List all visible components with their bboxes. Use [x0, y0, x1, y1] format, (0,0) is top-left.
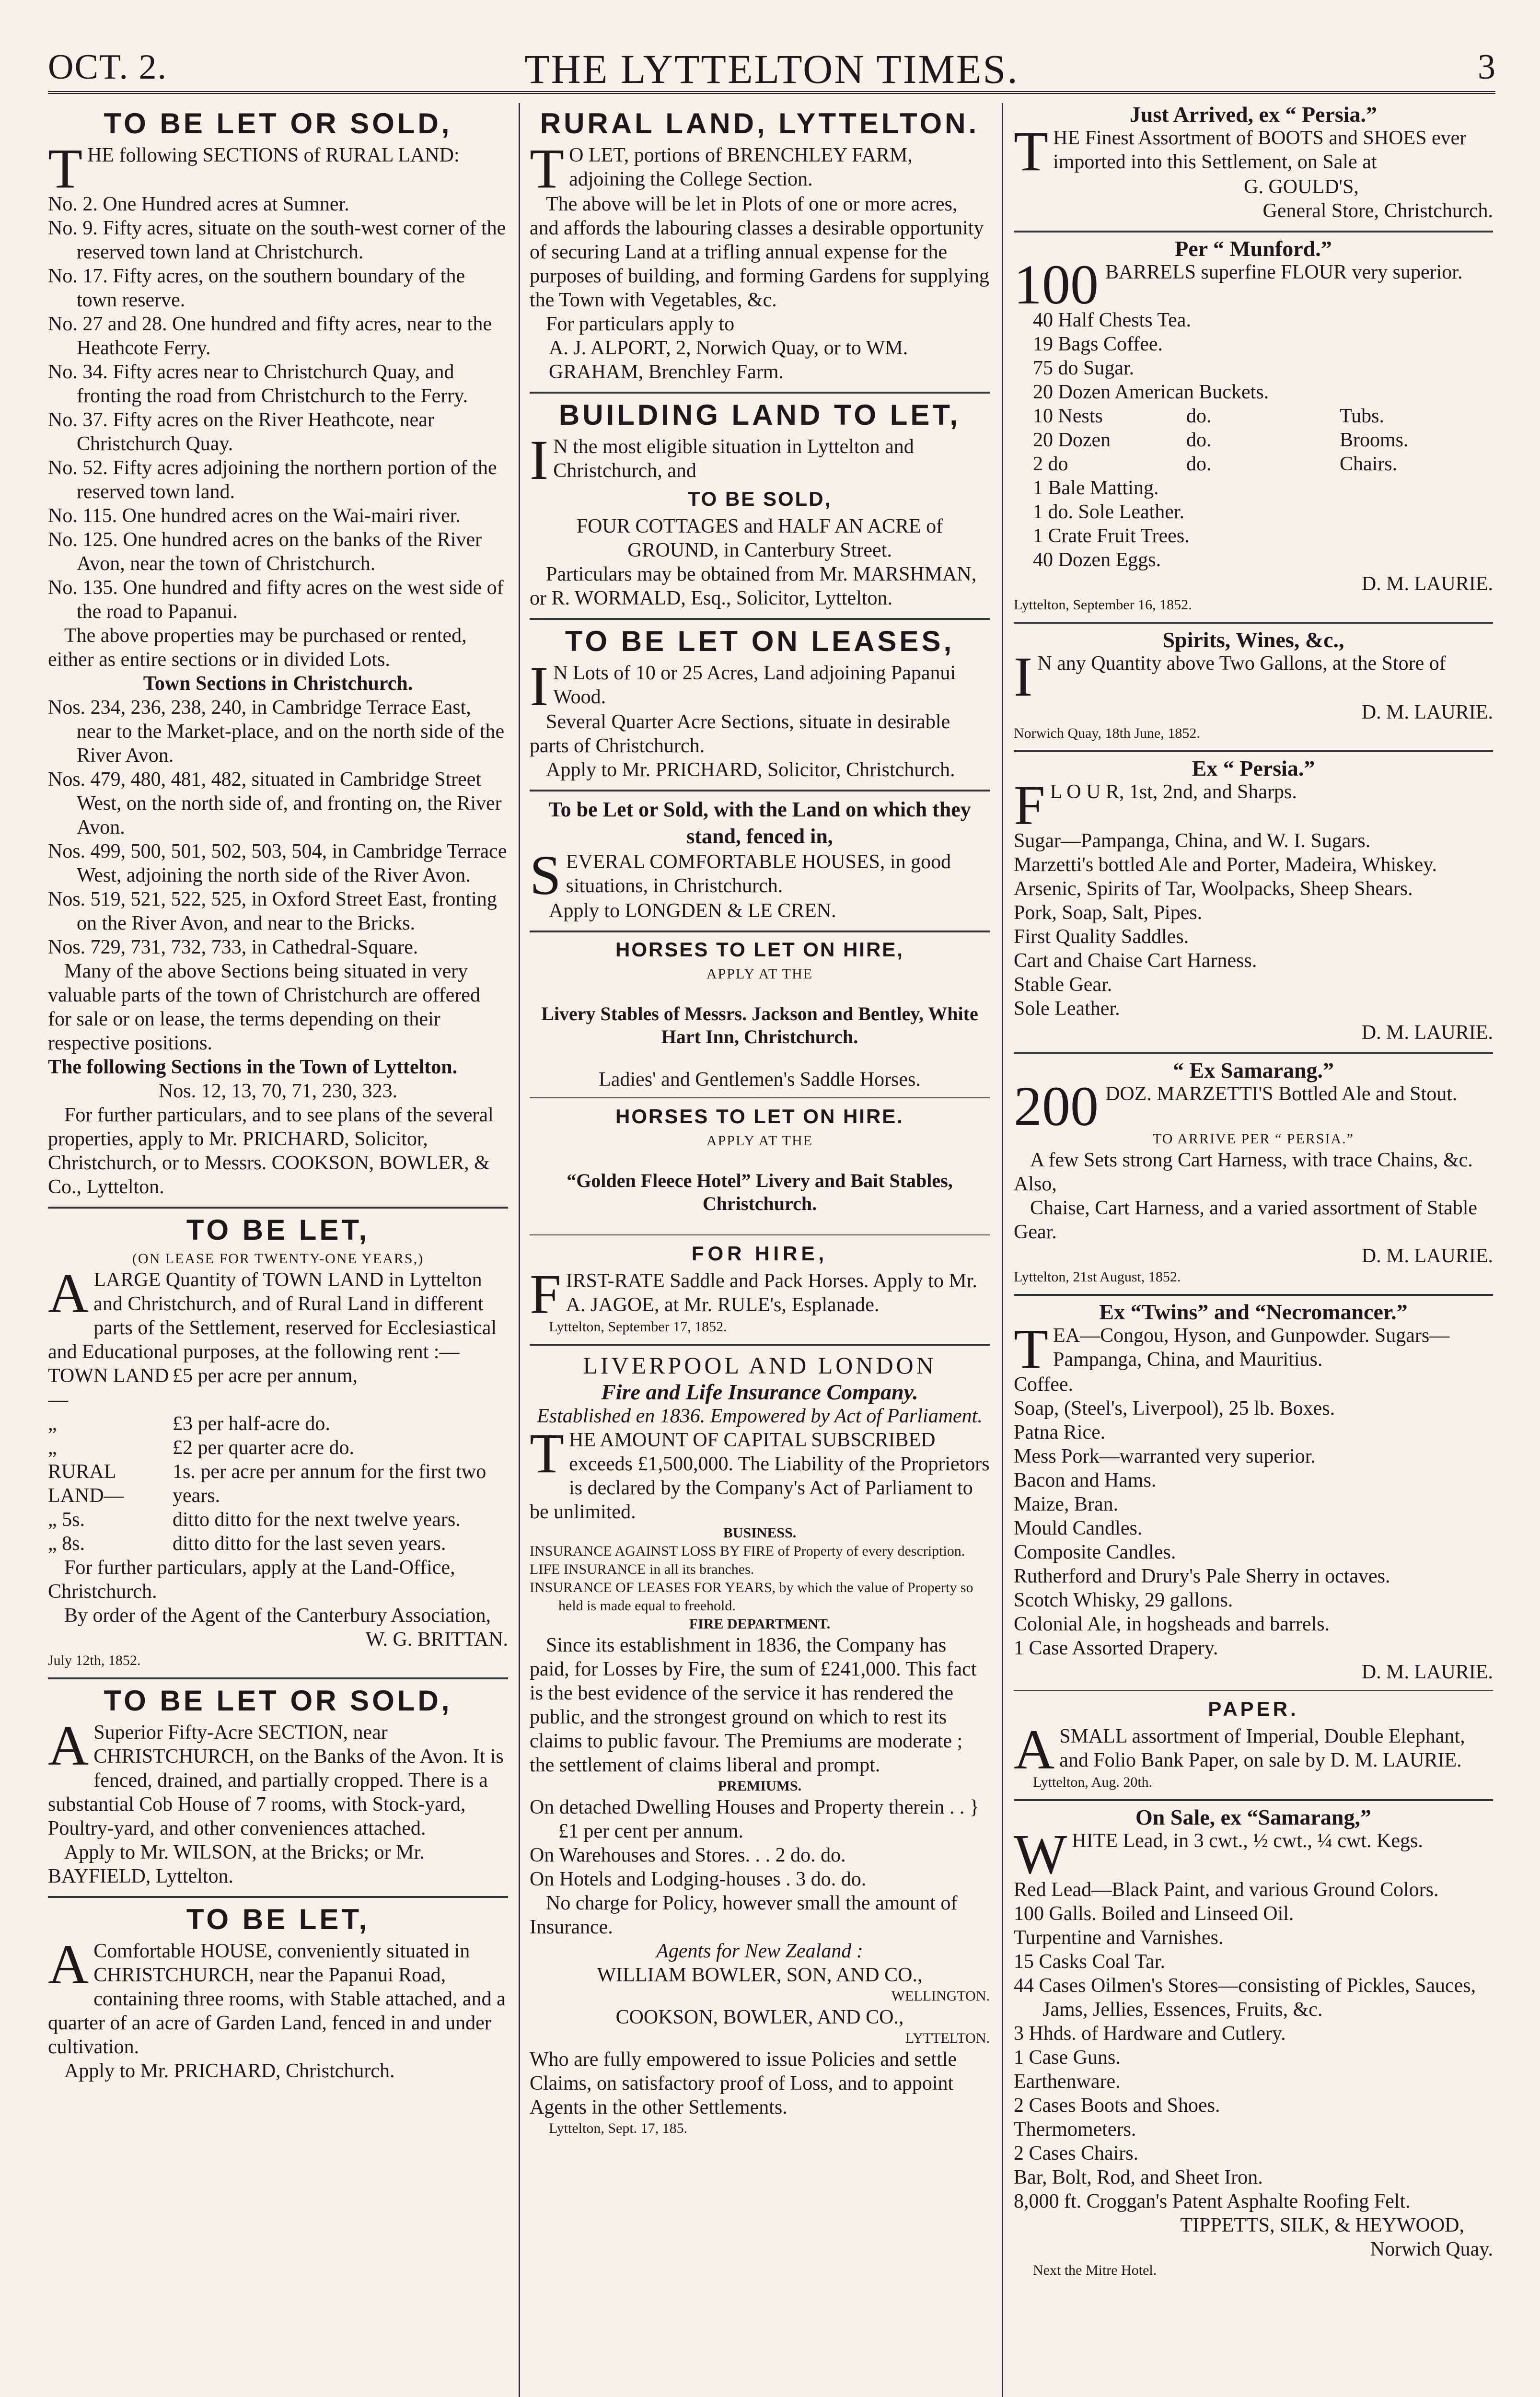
drop-cap: W [1014, 1823, 1067, 1885]
goods-row [1014, 332, 1493, 356]
list-item: Colonial Ale, in hogsheads and barrels. [1014, 1613, 1330, 1635]
ad-paragraph [530, 1422, 990, 1524]
list-item: 1 Case Guns. [1014, 2047, 1121, 2069]
goods-row [1014, 404, 1493, 428]
ad-paragraph: Who are fully empowered to issue Policies and settle Claims, on satisfactory proof of Loss, and to appoint Agents in the other Settlements. [530, 2048, 957, 2118]
ad-date: Lyttelton, 21st August, 1852. [1014, 1269, 1181, 1285]
list-item: Red Lead—Black Paint, and various Ground Colors. [1014, 1879, 1439, 1901]
ad-paragraph [1014, 1317, 1493, 1380]
ad-established: Established en 1836. Empowered by Act of Parliament. [537, 1405, 983, 1427]
goods-cell: 1 Bale Matting. [1033, 477, 1159, 499]
goods-cell [1309, 356, 1401, 380]
ad-heading: Ex “Twins” and “Necromancer.” [1099, 1300, 1408, 1324]
ad-subheading: TO BE SOLD, [687, 488, 832, 510]
list-item: On Warehouses and Stores. . . 2 do. do. [530, 1844, 846, 1866]
ad-heading: TO BE LET, [186, 1903, 370, 1935]
ad-paragraph [48, 1933, 508, 2059]
ad-separator [1014, 231, 1493, 233]
list-item: Coffee. [1014, 1373, 1074, 1396]
goods-cell [1309, 548, 1401, 572]
ad-signature: Norwich Quay. [1370, 2238, 1493, 2260]
drop-cap: A [48, 1933, 89, 1996]
subheading: The following Sections in the Town of Lyttelton. [48, 1056, 458, 1078]
ad-separator [48, 1207, 508, 1209]
ad-paragraph [1014, 1718, 1493, 1781]
drop-cap: A [48, 1714, 89, 1777]
ad-separator [530, 392, 990, 394]
ad-separator [530, 1097, 990, 1098]
drop-cap: F [530, 1263, 561, 1326]
list-item: 2 Cases Boots and Shoes. [1014, 2094, 1220, 2117]
masthead [48, 38, 1495, 94]
list-item: No. 9. Fifty acres, situate on the south-west corner of the reserved town land at Christchurch. [48, 217, 506, 263]
goods-cell [1401, 500, 1493, 524]
goods-cell: Tubs. [1340, 405, 1385, 427]
ad-paragraph [530, 1263, 990, 1326]
ad-paragraph [48, 1262, 508, 1364]
ad-heading: RURAL LAND, LYTTELTON. [540, 107, 980, 140]
ad-separator [1014, 622, 1493, 624]
ad-paragraph [1014, 253, 1493, 316]
ad-paragraph [48, 1714, 508, 1840]
drop-cap: T [48, 137, 83, 200]
list-item: Cart and Chaise Cart Harness. [1014, 950, 1257, 972]
rent-value: ditto ditto for the next twelve years. [173, 1509, 461, 1531]
ad-separator [1014, 1799, 1493, 1801]
ad-subheading: APPLY AT THE [706, 1133, 813, 1149]
ad-signature: D. M. LAURIE. [1361, 1245, 1493, 1267]
goods-cell: 20 Dozen American Buckets. [1033, 381, 1269, 403]
list-item: Nos. 479, 480, 481, 482, situated in Cambridge Street West, on the north side of, and fronting on, the River Avon. [48, 768, 502, 838]
ad-paragraph [530, 844, 990, 907]
paragraph-text: LARGE Quantity of TOWN LAND in Lyttelton and Christchurch, and of Rural Land in different parts of the Settlement, reserved for Ecclesiastical and Educational purposes, at the following rent :— [48, 1269, 497, 1363]
goods-row [1014, 356, 1493, 380]
paragraph-text: N the most eligible situation in Lyttelton and Christchurch, and [553, 436, 914, 482]
drop-cap: T [530, 1422, 565, 1485]
company-name: Fire and Life Insurance Company. [601, 1380, 918, 1404]
goods-cell [1309, 332, 1401, 356]
drop-cap: S [530, 844, 561, 907]
list-item: Nos. 519, 521, 522, 525, in Oxford Street East, fronting on the River Avon, and near to the Bricks. [48, 888, 497, 934]
goods-cell [1309, 380, 1401, 404]
list-item: Mould Candles. [1014, 1517, 1143, 1539]
goods-list [1014, 1878, 1493, 2213]
business-list [530, 1542, 990, 1615]
list-item: Bacon and Hams. [1014, 1469, 1157, 1491]
subheading: PREMIUMS. [718, 1778, 802, 1794]
rent-value: ditto ditto for the last seven years. [173, 1533, 446, 1555]
rent-label: TOWN LAND— [48, 1365, 169, 1411]
ad-paragraph: For particulars apply to [546, 313, 735, 335]
agents-heading: Agents for New Zealand : [656, 1940, 863, 1962]
ad-date: July 12th, 1852. [48, 1652, 141, 1668]
ad-separator [48, 1896, 508, 1898]
goods-list [1014, 829, 1493, 1021]
list-item: Nos. 234, 236, 238, 240, in Cambridge Terrace East, near to the Market-place, and on the north side of the River Avon. [48, 697, 505, 767]
ad-separator [530, 931, 990, 932]
drop-cap: I [530, 429, 549, 491]
ad-heading: Just Arrived, ex “ Persia.” [1129, 103, 1378, 127]
agent-name: WILLIAM BOWLER, SON, AND CO., [597, 1964, 923, 1986]
paragraph-text: N Lots of 10 or 25 Acres, Land adjoining Papanui Wood. [553, 662, 956, 708]
ad-signature: D. M. LAURIE. [1361, 701, 1493, 723]
list-item: Sugar—Pampanga, China, and W. I. Sugars. [1014, 830, 1371, 852]
list-item: No. 125. One hundred acres on the banks of the River Avon, near the town of Christchurch. [48, 529, 482, 575]
goods-row [1014, 548, 1493, 572]
ad-signature: General Store, Christchurch. [1262, 200, 1493, 222]
list-item: No. 52. Fifty acres adjoining the northern portion of the reserved town land. [48, 457, 497, 503]
ad-paragraph: The above will be let in Plots of one or more acres, and affords the labouring classes a desirable opportunity of securing Land at a trifling annual expense for the purposes of building, and forming Gardens for supplying the Town with Vegetables, &c. [530, 193, 989, 311]
list-item: Maize, Bran. [1014, 1493, 1119, 1515]
goods-cell: 10 Nests [1033, 405, 1103, 427]
drop-cap: I [1014, 645, 1033, 708]
ad-heading: Ex “ Persia.” [1192, 756, 1315, 780]
list-item: No. 115. One hundred acres on the Wai-mairi river. [48, 505, 461, 527]
drop-cap: I [530, 655, 549, 718]
list-item: 8,000 ft. Croggan's Patent Asphalte Roofing Felt. [1014, 2190, 1411, 2212]
list-item: No. 2. One Hundred acres at Sumner. [48, 193, 349, 215]
ad-paragraph: Several Quarter Acre Sections, situate in desirable parts of Christchurch. [530, 711, 950, 757]
goods-cell: 1 do. Sole Leather. [1033, 501, 1185, 523]
ad-heading: FOR HIRE, [691, 1242, 828, 1265]
list-item: No. 34. Fifty acres near to Christchurch Quay, and fronting the road from Christchurch to the Ferry. [48, 361, 468, 407]
ad-subheading: APPLY AT THE [706, 966, 813, 982]
issue-date: OCT. 2. [48, 47, 168, 87]
list-item: Rutherford and Drury's Pale Sherry in octaves. [1014, 1565, 1390, 1587]
list-item: Nos. 499, 500, 501, 502, 503, 504, in Cambridge Terrace West, adjoining the north side of the River Avon. [48, 840, 507, 886]
agent-location: WELLINGTON. [891, 1988, 990, 2004]
ad-date: Lyttelton, September 17, 1852. [549, 1319, 727, 1335]
rent-row [48, 1364, 508, 1412]
ad-paragraph [1014, 1823, 1493, 1885]
paragraph-text: DOZ. MARZETTI'S Bottled Ale and Stout. [1105, 1083, 1458, 1105]
ad-heading: “ Ex Samarang.” [1172, 1058, 1334, 1082]
column-2 [530, 103, 990, 2397]
ad-heading: TO BE LET OR SOLD, [104, 1685, 452, 1717]
rent-row [48, 1436, 508, 1460]
goods-row [1014, 500, 1493, 524]
list-item: 2 Cases Chairs. [1014, 2142, 1139, 2164]
goods-cell: 2 do [1033, 453, 1068, 475]
goods-cell [1401, 356, 1493, 380]
paragraph-text: N any Quantity above Two Gallons, at the Store of [1037, 652, 1446, 675]
ad-heading: LIVERPOOL AND LONDON [583, 1352, 937, 1379]
rent-value: 1s. per acre per annum for the first two years. [173, 1461, 486, 1507]
goods-cell: do. [1186, 453, 1212, 475]
ad-paragraph: Particulars may be obtained from Mr. MARSHMAN, or R. WORMALD, Esq., Solicitor, Lyttelton. [530, 563, 977, 609]
ad-separator [530, 1234, 990, 1235]
rent-label: „ [48, 1413, 57, 1435]
ad-signature: D. M. LAURIE. [1361, 573, 1493, 595]
list-item: Thermometers. [1014, 2118, 1136, 2141]
goods-row [1014, 380, 1493, 404]
list-item: Pork, Soap, Salt, Pipes. [1014, 902, 1203, 924]
goods-row [1014, 428, 1493, 452]
ad-paragraph: For further particulars, and to see plans of the several properties, apply to Mr. PRICHARD, Solicitor, Christchurch, or to Messrs. COOKSON, BOWLER, & Co., Lyttelton. [48, 1104, 494, 1198]
paragraph-text: HE following SECTIONS of RURAL LAND: [87, 144, 460, 166]
drop-cap: A [1014, 1718, 1055, 1781]
ad-date: Lyttelton, September 16, 1852. [1014, 597, 1192, 613]
ad-date: Lyttelton, Sept. 17, 185. [549, 2120, 688, 2136]
list-item: LIFE INSURANCE in all its branches. [530, 1561, 754, 1577]
column-divider [1002, 103, 1003, 2397]
newspaper-title: THE LYTTELTON TIMES. [524, 46, 1019, 92]
ad-signature: G. GOULD'S, [1244, 176, 1359, 198]
premiums-list [530, 1795, 990, 1891]
column-divider [519, 103, 520, 2397]
list-item: No. 135. One hundred and fifty acres on the west side of the road to Papanui. [48, 577, 504, 623]
ad-signature: W. G. BRITTAN. [365, 1629, 508, 1651]
paragraph-text: HE AMOUNT OF CAPITAL SUBSCRIBED exceeds £1,500,000. The Liability of the Proprietors is declared by the Company's Act of Parliament to be unlimited. [530, 1429, 990, 1523]
paragraph-text: IRST-RATE Saddle and Pack Horses. Apply to Mr. A. JAGOE, at Mr. RULE's, Esplanade. [566, 1270, 977, 1316]
goods-cell: 40 Half Chests Tea. [1033, 309, 1191, 331]
ad-heading: Spirits, Wines, &c., [1162, 628, 1344, 652]
goods-cell [1309, 476, 1401, 500]
ad-paragraph [1014, 774, 1493, 837]
goods-cell: 75 do Sugar. [1033, 357, 1135, 379]
goods-cell [1309, 524, 1401, 548]
ad-paragraph: By order of the Agent of the Canterbury Association, [64, 1605, 491, 1627]
ad-paragraph: Ladies' and Gentlemen's Saddle Horses. [599, 1069, 921, 1091]
ad-heading: TO BE LET, [186, 1214, 370, 1246]
subheading: Town Sections in Christchurch. [143, 673, 413, 695]
ad-heading: PAPER. [1208, 1698, 1299, 1720]
drop-cap: A [48, 1262, 89, 1325]
rent-table [48, 1364, 508, 1556]
goods-cell: 1 Crate Fruit Trees. [1033, 525, 1190, 547]
goods-cell: do. [1186, 405, 1212, 427]
ad-paragraph: The above properties may be purchased or rented, either as entire sections or in divided Lots. [48, 625, 467, 671]
ad-heading: HORSES TO LET ON HIRE. [615, 1105, 904, 1128]
list-item: Nos. 729, 731, 732, 733, in Cathedral-Square. [48, 936, 418, 958]
ad-paragraph: “Golden Fleece Hotel” Livery and Bait Stables, Christchurch. [567, 1170, 953, 1214]
list-item: Arsenic, Spirits of Tar, Woolpacks, Sheep Shears. [1014, 878, 1413, 900]
goods-cell [1309, 308, 1401, 332]
ad-paragraph: Apply to Mr. PRICHARD, Solicitor, Christchurch. [546, 759, 955, 781]
ad-separator [48, 1677, 508, 1679]
goods-cell: do. [1186, 429, 1212, 451]
rent-label: RURAL LAND— [48, 1461, 124, 1507]
ad-paragraph: Apply to Mr. WILSON, at the Bricks; or Mr. BAYFIELD, Lyttelton. [48, 1841, 425, 1887]
list-item: Marzetti's bottled Ale and Porter, Madeira, Whiskey. [1014, 854, 1437, 876]
ad-heading: To be Let or Sold, with the Land on which they stand, fenced in, [548, 798, 971, 848]
list-item: INSURANCE AGAINST LOSS BY FIRE of Property of every description. [530, 1543, 965, 1559]
list-item: No. 37. Fifty acres on the River Heathcote, near Christchurch Quay. [48, 409, 434, 455]
paragraph-text: HITE Lead, in 3 cwt., ½ cwt., ¼ cwt. Kegs. [1072, 1830, 1423, 1852]
ad-footnote: Next the Mitre Hotel. [1033, 2262, 1157, 2278]
ad-heading: On Sale, ex “Samarang,” [1135, 1805, 1371, 1829]
goods-cell [1401, 548, 1493, 572]
ad-paragraph: Many of the above Sections being situated in very valuable parts of the town of Christchurch are offered for sale or on lease, the terms depending on their respective positions. [48, 960, 480, 1054]
goods-row [1014, 308, 1493, 332]
rent-row [48, 1412, 508, 1436]
list-item: 1 Case Assorted Drapery. [1014, 1637, 1218, 1659]
goods-cell [1401, 380, 1493, 404]
agent-location: LYTTELTON. [905, 2030, 990, 2046]
rent-label: „ 5s. [48, 1509, 85, 1531]
rent-row [48, 1460, 508, 1508]
ad-paragraph: Livery Stables of Messrs. Jackson and Bentley, White Hart Inn, Christchurch. [541, 1003, 978, 1047]
rent-label: „ [48, 1437, 57, 1459]
ad-contact: A. J. ALPORT, 2, Norwich Quay, or to WM. GRAHAM, Brenchley Farm. [549, 337, 908, 383]
goods-row [1014, 452, 1493, 476]
list-item: Scotch Whisky, 29 gallons. [1014, 1589, 1233, 1611]
goods-cell: Chairs. [1340, 453, 1398, 475]
goods-cell [1401, 332, 1493, 356]
list-item: First Quality Saddles. [1014, 926, 1189, 948]
list-item: 3 Hhds. of Hardware and Cutlery. [1014, 2023, 1286, 2045]
ad-signature: D. M. LAURIE. [1361, 1022, 1493, 1044]
rent-value: £2 per quarter acre do. [173, 1437, 354, 1459]
goods-list [1014, 308, 1493, 572]
goods-cell: 19 Bags Coffee. [1033, 333, 1163, 355]
list-item: 15 Casks Coal Tar. [1014, 1951, 1165, 1973]
ad-paragraph [530, 137, 990, 200]
big-number: 200 [1014, 1075, 1099, 1138]
list-item: Bar, Bolt, Rod, and Sheet Iron. [1014, 2166, 1263, 2188]
ad-date: Norwich Quay, 18th June, 1852. [1014, 725, 1200, 741]
paragraph-text: Superior Fifty-Acre SECTION, near CHRISTCHURCH, on the Banks of the Avon. It is fenced, drained, and partially cropped. There is a substantial Cob House of 7 rooms, with Stock-yard, Poultry-yard, and other conveniences attached. [48, 1722, 504, 1839]
town-sections-list [48, 696, 508, 959]
ad-paragraph [530, 429, 990, 491]
list-item: On detached Dwelling Houses and Property therein . . } £1 per cent per annum. [530, 1796, 980, 1842]
rent-row [48, 1532, 508, 1556]
goods-cell: Brooms. [1340, 429, 1409, 451]
ad-separator [530, 1344, 990, 1346]
ad-separator [1014, 1052, 1493, 1054]
big-number: 100 [1014, 253, 1099, 316]
ad-paragraph [1014, 1075, 1493, 1138]
subheading: BUSINESS. [723, 1525, 797, 1541]
ad-separator [530, 790, 990, 791]
ad-paragraph [1014, 645, 1493, 708]
ad-contact: Apply to LONGDEN & LE CREN. [549, 900, 836, 922]
ad-subheading: TO ARRIVE PER “ PERSIA.” [1153, 1131, 1354, 1147]
rent-value: £3 per half-acre do. [173, 1413, 330, 1435]
rent-value: £5 per acre per annum, [173, 1365, 358, 1387]
ad-paragraph: Since its establishment in 1836, the Company has paid, for Losses by Fire, the sum of £241,000. This fact is the best evidence of the service it has rendered the public, and the strongest ground on which to rest its claims to public favour. The Premiums are moderate ; the settlement of claims liberal and prompt. [530, 1634, 977, 1776]
list-item: No. 27 and 28. One hundred and fifty acres, near to the Heathcote Ferry. [48, 313, 492, 359]
list-item: Patna Rice. [1014, 1421, 1106, 1443]
list-item: Earthenware. [1014, 2071, 1121, 2093]
goods-cell: 40 Dozen Eggs. [1033, 549, 1161, 571]
ad-paragraph [1014, 120, 1493, 183]
list-item: Stable Gear. [1014, 974, 1112, 996]
paragraph-text: SMALL assortment of Imperial, Double Elephant, and Folio Bank Paper, on sale by D. M. LAURIE. [1059, 1725, 1465, 1771]
rent-label: „ 8s. [48, 1533, 85, 1555]
ad-paragraph: Chaise, Cart Harness, and a varied assortment of Stable Gear. [1014, 1197, 1478, 1243]
goods-cell [1401, 524, 1493, 548]
paragraph-text: O LET, portions of BRENCHLEY FARM, adjoining the College Section. [569, 144, 913, 190]
goods-row [1014, 524, 1493, 548]
drop-cap: F [1014, 774, 1045, 837]
goods-list [1014, 1373, 1493, 1660]
ad-subheading: (ON LEASE FOR TWENTY-ONE YEARS,) [132, 1251, 424, 1267]
goods-cell [1401, 308, 1493, 332]
list-item: Composite Candles. [1014, 1541, 1176, 1563]
column-1 [48, 103, 508, 2397]
ad-separator [1014, 1690, 1493, 1691]
drop-cap: T [1014, 1317, 1049, 1380]
list-item: Soap, (Steel's, Liverpool), 25 lb. Boxes. [1014, 1397, 1335, 1420]
ad-separator [1014, 750, 1493, 752]
goods-cell [1401, 476, 1493, 500]
ad-paragraph: A few Sets strong Cart Harness, with trace Chains, &c. Also, [1014, 1149, 1473, 1195]
list-item: No. 17. Fifty acres, on the southern boundary of the town reserve. [48, 265, 465, 311]
ad-separator [1014, 1294, 1493, 1296]
drop-cap: T [1014, 120, 1049, 183]
drop-cap: T [530, 137, 565, 200]
ad-separator [530, 618, 990, 620]
paragraph-text: L O U R, 1st, 2nd, and Sharps. [1050, 781, 1297, 803]
paragraph-text: BARRELS superfine FLOUR very superior. [1105, 261, 1463, 283]
agent-name: COOKSON, BOWLER, AND CO., [615, 2006, 904, 2028]
paragraph-text: HE Finest Assortment of BOOTS and SHOES ever imported into this Settlement, on Sale at [1053, 127, 1467, 173]
ad-paragraph: Apply to Mr. PRICHARD, Christchurch. [64, 2060, 395, 2082]
ad-paragraph: No charge for Policy, however small the amount of Insurance. [530, 1892, 958, 1938]
goods-row [1014, 476, 1493, 500]
ad-heading: TO BE LET OR SOLD, [104, 107, 452, 140]
goods-cell: 20 Dozen [1033, 429, 1111, 451]
section-numbers: Nos. 12, 13, 70, 71, 230, 323. [158, 1080, 398, 1102]
list-item: 44 Cases Oilmen's Stores—consisting of Pickles, Sauces, Jams, Jellies, Essences, Fruits, &c. [1014, 1975, 1476, 2021]
goods-cell [1309, 500, 1401, 524]
paragraph-text: Comfortable HOUSE, conveniently situated in CHRISTCHURCH, near the Papanui Road, containing three rooms, with Stable attached, and a quarter of an acre of Garden Land, fenced in and under cultivation. [48, 1940, 506, 2058]
ad-paragraph: FOUR COTTAGES and HALF AN ACRE of GROUND, in Canterbury Street. [576, 515, 943, 561]
subheading: FIRE DEPARTMENT. [689, 1616, 831, 1632]
ad-heading: Per “ Munford.” [1175, 236, 1332, 261]
list-item: 100 Galls. Boiled and Linseed Oil. [1014, 1903, 1294, 1925]
ad-signature: TIPPETTS, SILK, & HEYWOOD, [1180, 2214, 1464, 2236]
list-item: Sole Leather. [1014, 998, 1120, 1020]
ad-signature: D. M. LAURIE. [1361, 1661, 1493, 1683]
paragraph-text: EA—Congou, Hyson, and Gunpowder. Sugars—Pampanga, China, and Mauritius. [1053, 1325, 1450, 1371]
list-item: On Hotels and Lodging-houses . 3 do. do. [530, 1868, 867, 1890]
list-item: Turpentine and Varnishes. [1014, 1927, 1224, 1949]
ad-intro [48, 137, 508, 200]
ad-date: Lyttelton, Aug. 20th. [1033, 1774, 1153, 1790]
rent-row [48, 1508, 508, 1532]
list-item: INSURANCE OF LEASES FOR YEARS, by which the value of Property so held is made equal to freehold. [530, 1580, 973, 1614]
paragraph-text: EVERAL COMFORTABLE HOUSES, in good situations, in Christchurch. [566, 851, 951, 897]
page-number: 3 [1478, 47, 1495, 87]
list-item: Mess Pork—warranted very superior. [1014, 1445, 1316, 1467]
column-3 [1014, 103, 1493, 2397]
ad-paragraph: For further particulars, apply at the Land-Office, Christchurch. [48, 1557, 455, 1603]
ad-heading: BUILDING LAND TO LET, [558, 399, 961, 431]
ad-heading: TO BE LET ON LEASES, [565, 625, 955, 657]
ad-heading: HORSES TO LET ON HIRE, [615, 938, 904, 961]
ad-paragraph [530, 655, 990, 718]
rural-sections-list [48, 192, 508, 624]
